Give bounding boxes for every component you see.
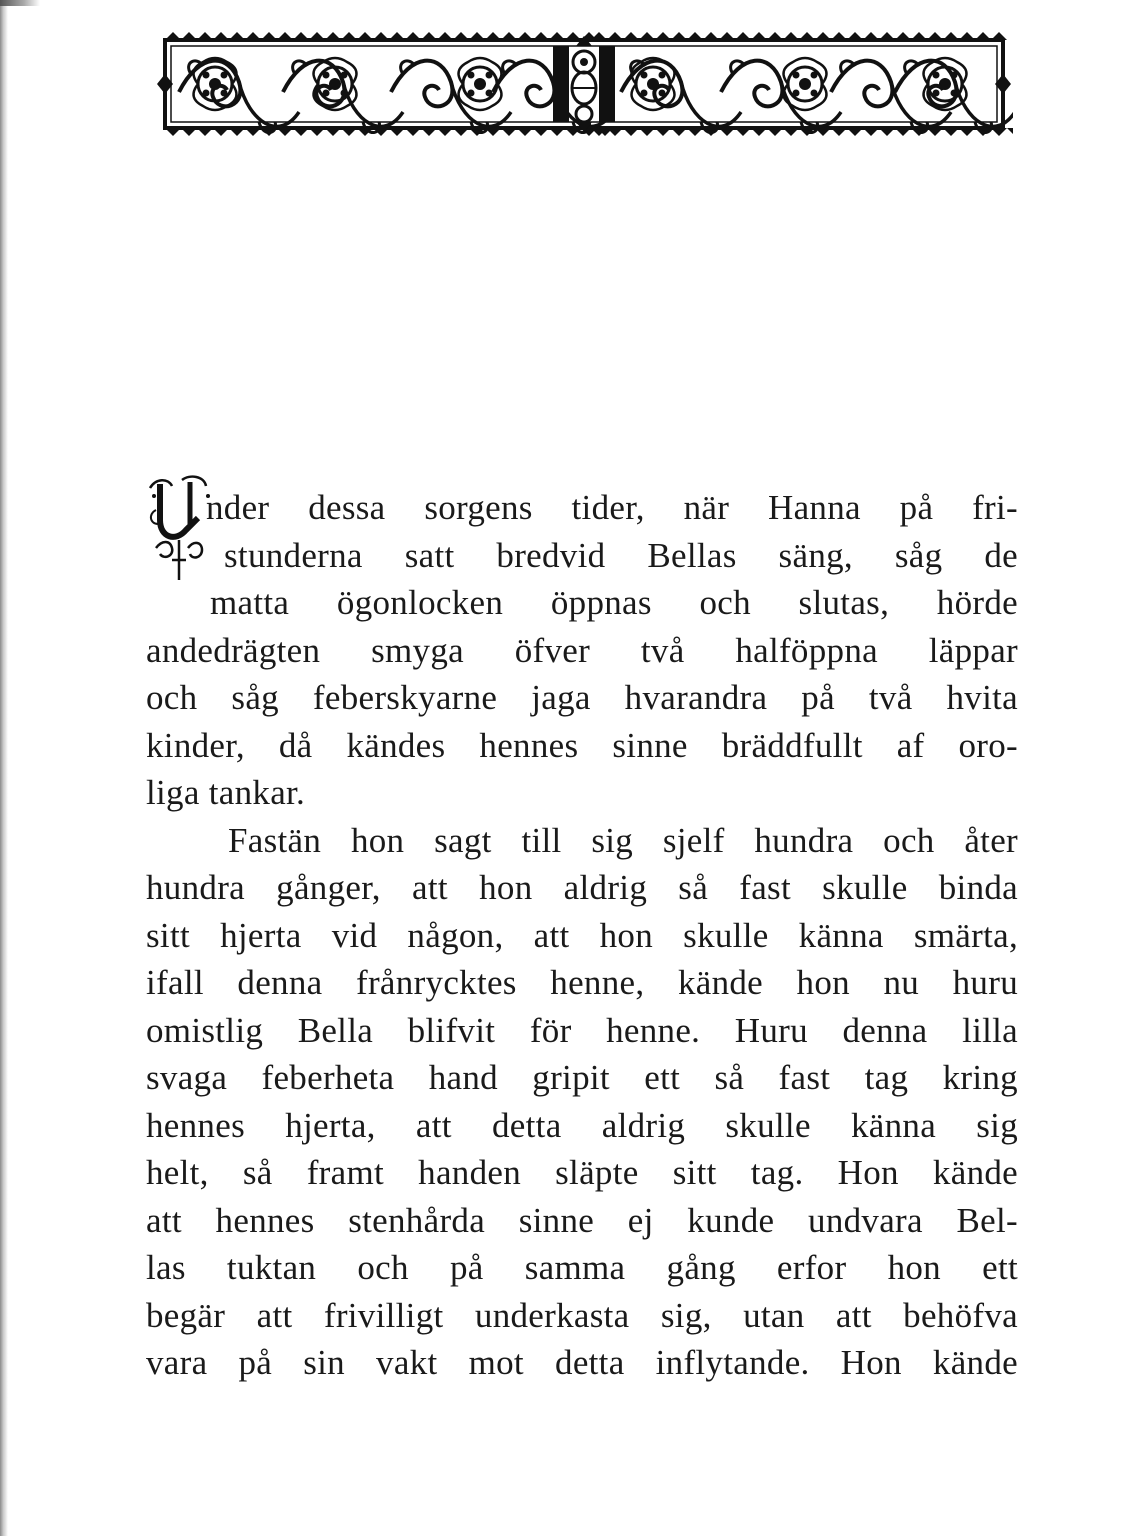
text-line: sitt hjerta vid någon, att hon skulle känna smärta, [146, 915, 1018, 955]
text-line: begär att frivilligt underkasta sig, utan att behöfva [146, 1295, 1018, 1335]
page-edge-shadow [0, 0, 8, 1536]
text-line: kinder, då kändes hennes sinne bräddfullt af oro- [146, 725, 1018, 765]
book-text [146, 484, 1018, 1387]
text-line: svaga feberheta hand gripit ett så fast tag kring [146, 1058, 1018, 1097]
text-line: ifall denna frånrycktes henne, kände hon nu huru [146, 963, 1018, 1002]
text-line: att hennes stenhårda sinne ej kunde undvara Bel- [146, 1200, 1018, 1240]
text-line: och såg feberskyarne jaga hvarandra på två hvita [146, 678, 1018, 717]
text-line: omistlig Bella blifvit för henne. Huru denna lilla [146, 1010, 1018, 1050]
text-line: vara på sin vakt mot detta inflytande. Hon kände [146, 1343, 1018, 1382]
paragraph-2 [146, 817, 1018, 1387]
text-line: Fastän hon sagt till sig sjelf hundra och åter [228, 820, 1018, 860]
paragraph-1 [146, 484, 1018, 817]
text-line: matta ögonlocken öppnas och slutas, hörde [210, 583, 1018, 622]
page-corner-shadow [0, 0, 40, 6]
text-line: stunderna satt bredvid Bellas säng, såg de [224, 535, 1018, 575]
text-line: hennes hjerta, att detta aldrig skulle känna sig [146, 1105, 1018, 1145]
text-line: helt, så framt handen släpte sitt tag. Hon kände [146, 1153, 1018, 1192]
text-line: andedrägten smyga öfver två halföppna läppar [146, 630, 1018, 670]
text-line: nder dessa sorgens tider, när Hanna på fri- [206, 488, 1018, 527]
text-line: liga tankar. [146, 773, 306, 812]
text-line: hundra gånger, att hon aldrig så fast skulle binda [146, 868, 1018, 907]
text-line: las tuktan och på samma gång erfor hon ett [146, 1248, 1018, 1287]
decorative-floral-band-icon [155, 22, 1013, 144]
